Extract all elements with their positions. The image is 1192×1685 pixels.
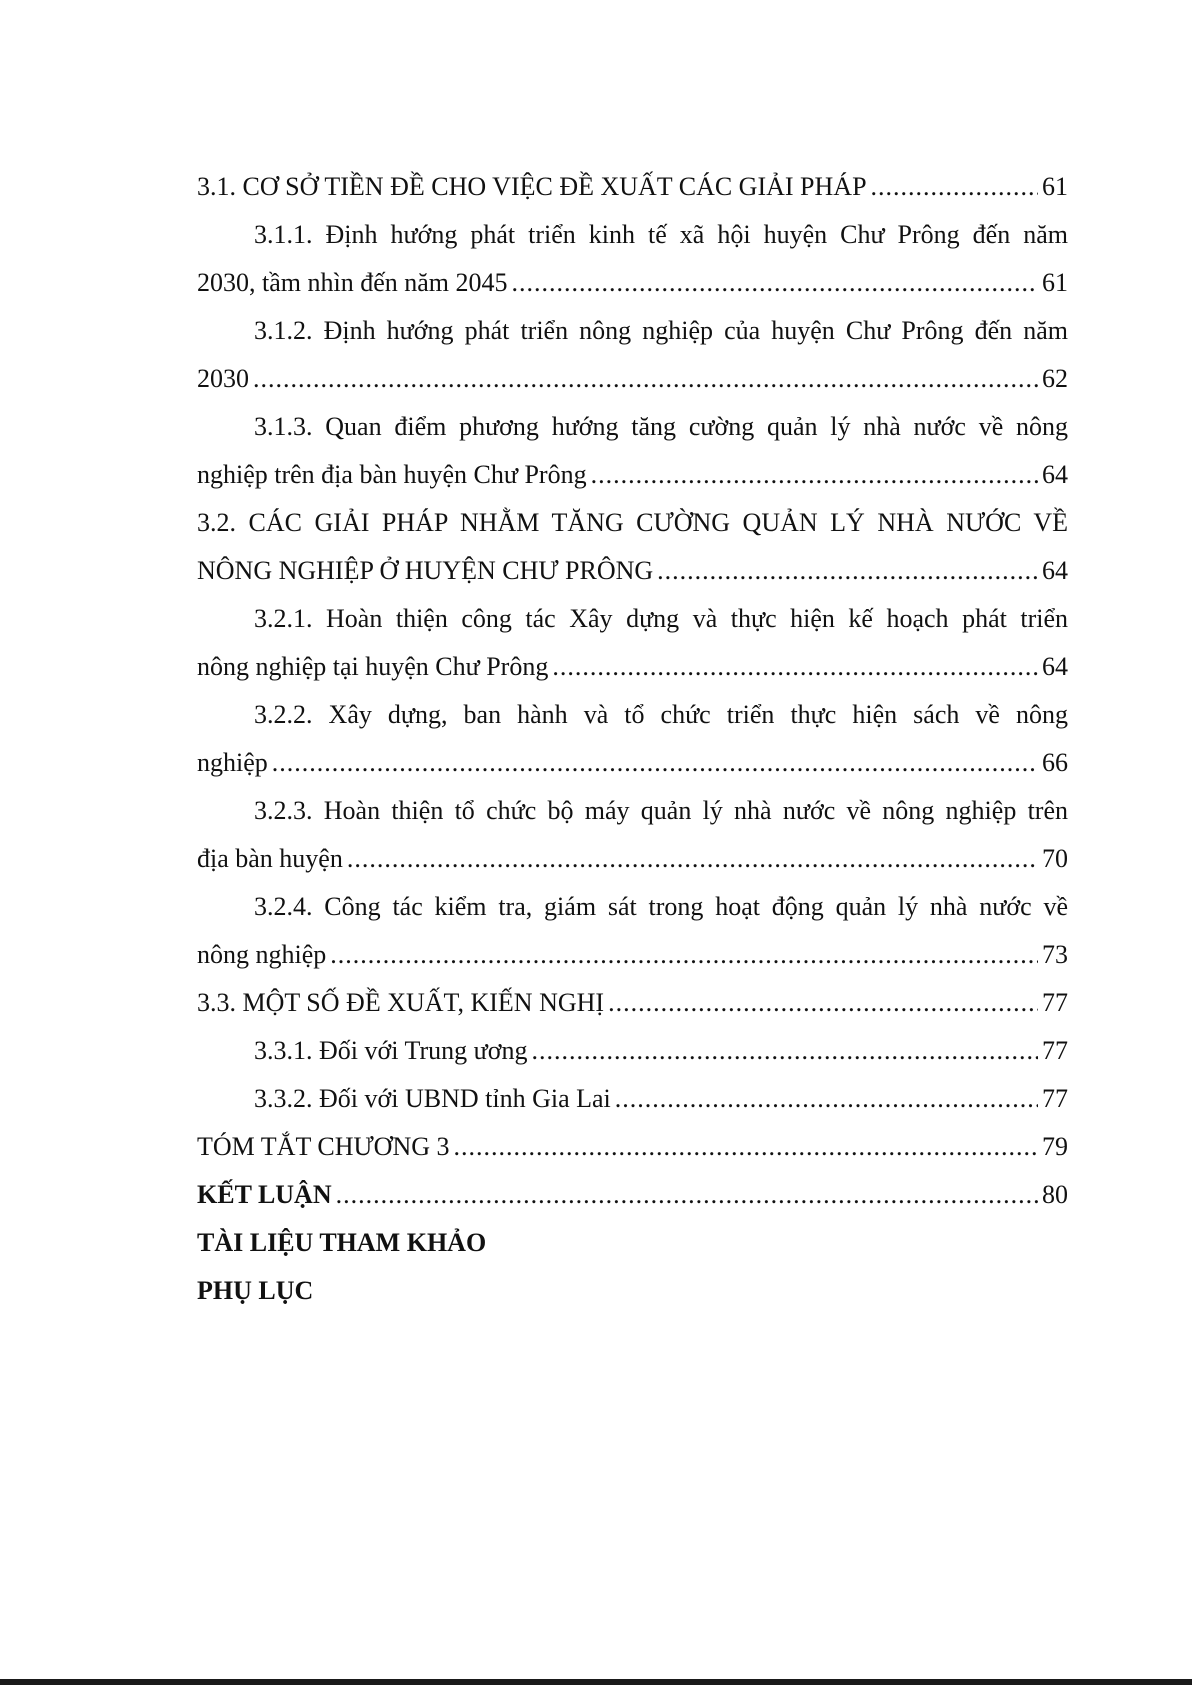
toc-entry-3-3-2[interactable] (197, 1075, 1068, 1123)
toc-entry-references[interactable] (197, 1219, 1068, 1267)
toc-page-number: 62 (1042, 364, 1068, 393)
toc-entry-title-line1: 3.2.3. Hoàn thiện tổ chức bộ máy quản lý nhà nước về nông nghiệp trên (254, 796, 1068, 825)
toc-entry-3-1-1[interactable] (197, 211, 1068, 307)
toc-page-number: 79 (1042, 1132, 1068, 1161)
toc-entry-title: TÓM TẮT CHƯƠNG 3 (197, 1132, 450, 1161)
toc-entry-3-1-3[interactable] (197, 403, 1068, 499)
toc-entry-title-line2: nghiệp trên địa bàn huyện Chư Prông (197, 460, 587, 489)
dot-leader (253, 355, 1038, 403)
toc-page-number: 64 (1042, 652, 1068, 681)
toc-entry-title: 3.3.1. Đối với Trung ương (254, 1036, 528, 1065)
dot-leader (871, 163, 1038, 211)
table-of-contents (197, 163, 1068, 1315)
toc-page-number: 77 (1042, 1084, 1068, 1113)
dot-leader (512, 259, 1038, 307)
toc-page-number: 61 (1042, 172, 1068, 201)
toc-entry-title-line1: 3.1.2. Định hướng phát triển nông nghiệp của huyện Chư Prông đến năm (254, 316, 1068, 345)
toc-page-number: 64 (1042, 556, 1068, 585)
toc-page-number: 73 (1042, 940, 1068, 969)
toc-entry-3-2-2[interactable] (197, 691, 1068, 787)
dot-leader (657, 547, 1038, 595)
toc-page-number: 66 (1042, 748, 1068, 777)
toc-entry-title: PHỤ LỤC (197, 1276, 314, 1305)
toc-entry-title-line1: 3.2.4. Công tác kiểm tra, giám sát trong hoạt động quản lý nhà nước về (254, 892, 1068, 921)
dot-leader (591, 451, 1038, 499)
toc-entry-title-line2: NÔNG NGHIỆP Ở HUYỆN CHƯ PRÔNG (197, 556, 654, 585)
toc-entry-conclusion[interactable] (197, 1171, 1068, 1219)
toc-entry-title-line2: 2030, tầm nhìn đến năm 2045 (197, 268, 508, 297)
toc-entry-title-line2: nghiệp (197, 748, 268, 777)
dot-leader (552, 643, 1038, 691)
toc-entry-title-line2: địa bàn huyện (197, 844, 343, 873)
toc-entry-3-1[interactable] (197, 163, 1068, 211)
toc-page-number: 77 (1042, 988, 1068, 1017)
toc-page-number: 61 (1042, 268, 1068, 297)
toc-entry-title: 3.3.2. Đối với UBND tỉnh Gia Lai (254, 1084, 611, 1113)
toc-page-number: 64 (1042, 460, 1068, 489)
dot-leader (454, 1123, 1039, 1171)
toc-entry-title: 3.1. CƠ SỞ TIỀN ĐỀ CHO VIỆC ĐỀ XUẤT CÁC GIẢI PHÁP (197, 172, 867, 201)
toc-entry-title-line2: nông nghiệp (197, 940, 327, 969)
toc-entry-3-2-4[interactable] (197, 883, 1068, 979)
dot-leader (272, 739, 1038, 787)
toc-entry-3-1-2[interactable] (197, 307, 1068, 403)
toc-page-number: 70 (1042, 844, 1068, 873)
toc-entry-summary[interactable] (197, 1123, 1068, 1171)
toc-entry-3-2[interactable] (197, 499, 1068, 595)
toc-entry-appendix[interactable] (197, 1267, 1068, 1315)
dot-leader (615, 1075, 1038, 1123)
toc-entry-title-line2: 2030 (197, 364, 249, 393)
toc-entry-3-3-1[interactable] (197, 1027, 1068, 1075)
toc-entry-title-line2: nông nghiệp tại huyện Chư Prông (197, 652, 549, 681)
toc-entry-title-line1: 3.1.3. Quan điểm phương hướng tăng cường quản lý nhà nước về nông (254, 412, 1068, 441)
toc-entry-title-line1: 3.1.1. Định hướng phát triển kinh tế xã hội huyện Chư Prông đến năm (254, 220, 1068, 249)
page-bottom-border (0, 1679, 1192, 1685)
toc-entry-title-line1: 3.2.2. Xây dựng, ban hành và tổ chức triển thực hiện sách về nông (254, 700, 1068, 729)
dot-leader (336, 1171, 1038, 1219)
toc-entry-3-3[interactable] (197, 979, 1068, 1027)
dot-leader (531, 1027, 1038, 1075)
dot-leader (608, 979, 1038, 1027)
dot-leader (330, 931, 1038, 979)
toc-page-number: 80 (1042, 1180, 1068, 1209)
toc-entry-title: 3.3. MỘT SỐ ĐỀ XUẤT, KIẾN NGHỊ (197, 988, 605, 1017)
toc-entry-title: TÀI LIỆU THAM KHẢO (197, 1228, 487, 1257)
dot-leader (347, 835, 1038, 883)
toc-entry-3-2-3[interactable] (197, 787, 1068, 883)
toc-entry-title-line1: 3.2. CÁC GIẢI PHÁP NHẰM TĂNG CƯỜNG QUẢN LÝ NHÀ NƯỚC VỀ (197, 508, 1068, 537)
toc-entry-title: KẾT LUẬN (197, 1180, 332, 1209)
toc-entry-title-line1: 3.2.1. Hoàn thiện công tác Xây dựng và thực hiện kế hoạch phát triển (254, 604, 1068, 633)
toc-page-number: 77 (1042, 1036, 1068, 1065)
toc-entry-3-2-1[interactable] (197, 595, 1068, 691)
